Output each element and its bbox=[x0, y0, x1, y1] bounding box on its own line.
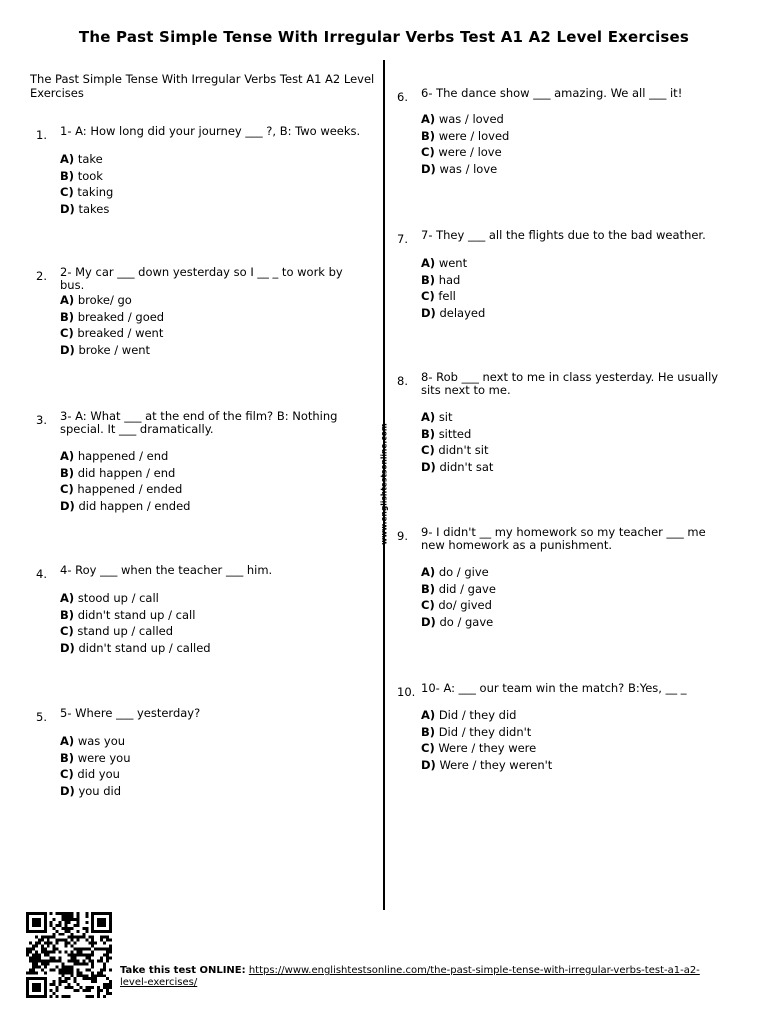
question-text: 3- A: What ___ at the end of the film? B: Nothing special. It ___ dramatically. bbox=[60, 409, 338, 436]
option-letter: A) bbox=[421, 410, 436, 424]
answer-option[interactable] bbox=[421, 288, 485, 305]
option-text: you did bbox=[78, 783, 122, 798]
answer-option[interactable] bbox=[60, 498, 190, 515]
answer-option[interactable] bbox=[421, 597, 496, 614]
option-letter: A) bbox=[421, 256, 436, 270]
option-text: take bbox=[77, 152, 103, 166]
option-text: delayed bbox=[439, 305, 486, 320]
answer-option[interactable] bbox=[60, 151, 113, 168]
option-text: sitted bbox=[438, 426, 472, 441]
answer-option[interactable] bbox=[421, 442, 493, 459]
question-4 bbox=[36, 564, 376, 660]
answer-option[interactable] bbox=[421, 272, 485, 289]
answer-option[interactable] bbox=[421, 707, 552, 724]
option-text: do / give bbox=[438, 565, 489, 579]
option-list bbox=[421, 707, 552, 773]
option-letter: D) bbox=[60, 342, 75, 357]
question-text: 8- Rob ___ next to me in class yesterday. He usually sits next to me. bbox=[421, 370, 719, 397]
answer-option[interactable] bbox=[60, 750, 131, 767]
answer-option[interactable] bbox=[60, 607, 211, 624]
option-letter: C) bbox=[60, 624, 74, 638]
option-text: do/ gived bbox=[438, 598, 492, 612]
qr-code-icon[interactable] bbox=[25, 912, 113, 998]
option-text: broke / went bbox=[78, 342, 151, 357]
option-text: fell bbox=[438, 289, 456, 303]
option-text: breaked / goed bbox=[77, 309, 165, 324]
answer-option[interactable] bbox=[421, 255, 485, 272]
question-number: 5. bbox=[36, 710, 47, 724]
question-number: 8. bbox=[397, 374, 408, 388]
option-text: did / gave bbox=[438, 581, 496, 596]
option-letter: D) bbox=[421, 305, 436, 320]
answer-option[interactable] bbox=[421, 161, 509, 178]
option-letter: C) bbox=[60, 767, 74, 781]
option-text: went bbox=[438, 256, 468, 270]
option-text: were / loved bbox=[438, 128, 510, 143]
option-text: Were / they were bbox=[438, 741, 537, 755]
answer-option[interactable] bbox=[421, 305, 485, 322]
answer-option[interactable] bbox=[60, 766, 131, 783]
question-7 bbox=[397, 229, 737, 325]
option-letter: B) bbox=[60, 750, 75, 765]
option-letter: C) bbox=[421, 598, 435, 612]
option-list bbox=[60, 292, 164, 358]
option-text: had bbox=[438, 272, 461, 287]
option-letter: A) bbox=[60, 293, 75, 307]
answer-option[interactable] bbox=[60, 292, 164, 309]
question-6 bbox=[397, 87, 737, 181]
option-letter: A) bbox=[421, 708, 436, 722]
option-letter: D) bbox=[421, 614, 436, 629]
option-letter: B) bbox=[60, 607, 75, 622]
option-text: did happen / end bbox=[77, 465, 176, 480]
question-3 bbox=[36, 410, 376, 518]
question-text: 9- I didn't __ my homework so my teacher ___ me new homework as a punishment. bbox=[421, 525, 706, 552]
test-url-link[interactable]: https://www.englishtestsonline.com/the-past-simple-tense-with-irregular-verbs-test-a1-a2-level-exercises/ bbox=[120, 965, 700, 988]
question-8 bbox=[397, 371, 737, 479]
option-text: broke/ go bbox=[77, 293, 132, 307]
answer-option[interactable] bbox=[421, 757, 552, 774]
answer-option[interactable] bbox=[421, 144, 509, 161]
option-letter: A) bbox=[60, 591, 75, 605]
answer-option[interactable] bbox=[60, 465, 190, 482]
question-1 bbox=[36, 125, 376, 221]
answer-option[interactable] bbox=[60, 640, 211, 657]
answer-option[interactable] bbox=[60, 783, 131, 800]
option-letter: C) bbox=[421, 741, 435, 755]
option-letter: D) bbox=[60, 783, 75, 798]
watermark-text: www.englishtestsonline.com bbox=[379, 423, 389, 545]
footer bbox=[120, 965, 720, 989]
option-text: takes bbox=[78, 201, 110, 216]
option-text: happened / ended bbox=[77, 482, 183, 496]
question-number: 9. bbox=[397, 529, 408, 543]
question-number: 3. bbox=[36, 413, 47, 427]
option-text: Did / they didn't bbox=[438, 724, 532, 739]
answer-option[interactable] bbox=[421, 564, 496, 581]
option-text: stood up / call bbox=[77, 591, 159, 605]
answer-option[interactable] bbox=[421, 459, 493, 476]
option-letter: C) bbox=[60, 326, 74, 340]
answer-option[interactable] bbox=[421, 409, 493, 426]
footer-prefix: Take this test ONLINE: bbox=[120, 965, 246, 976]
option-list bbox=[421, 255, 485, 321]
answer-option[interactable] bbox=[421, 740, 552, 757]
option-letter: C) bbox=[421, 443, 435, 457]
option-letter: B) bbox=[421, 426, 436, 441]
question-number: 4. bbox=[36, 567, 47, 581]
option-letter: C) bbox=[60, 482, 74, 496]
option-letter: D) bbox=[421, 161, 436, 176]
question-number: 2. bbox=[36, 269, 47, 283]
page-title: The Past Simple Tense With Irregular Verbs Test A1 A2 Level Exercises bbox=[78, 28, 690, 46]
option-text: did happen / ended bbox=[78, 498, 191, 513]
option-list bbox=[421, 111, 509, 177]
question-text: 5- Where ___ yesterday? bbox=[60, 706, 201, 720]
answer-option[interactable] bbox=[60, 590, 211, 607]
option-letter: B) bbox=[60, 465, 75, 480]
option-text: do / gave bbox=[439, 614, 494, 629]
question-text: 10- A: ___ our team win the match? B:Yes, __ _ bbox=[421, 681, 687, 695]
question-2 bbox=[36, 266, 376, 362]
option-list bbox=[60, 733, 131, 799]
option-letter: C) bbox=[60, 185, 74, 199]
option-letter: A) bbox=[421, 112, 436, 126]
option-letter: D) bbox=[421, 459, 436, 474]
option-text: didn't sit bbox=[438, 443, 489, 457]
page-subtitle: The Past Simple Tense With Irregular Verbs Test A1 A2 Level Exercises bbox=[30, 72, 375, 100]
question-text: 1- A: How long did your journey ___ ?, B: Two weeks. bbox=[60, 124, 361, 138]
question-9 bbox=[397, 526, 737, 634]
option-text: Did / they did bbox=[438, 708, 517, 722]
answer-option[interactable] bbox=[60, 325, 164, 342]
option-text: stand up / called bbox=[77, 624, 174, 638]
answer-option[interactable] bbox=[60, 481, 190, 498]
question-10 bbox=[397, 682, 737, 777]
question-number: 1. bbox=[36, 128, 47, 142]
option-text: was you bbox=[77, 734, 126, 748]
option-letter: B) bbox=[421, 724, 436, 739]
option-text: happened / end bbox=[77, 449, 169, 463]
answer-option[interactable] bbox=[421, 581, 496, 598]
option-text: didn't sat bbox=[439, 459, 494, 474]
question-text: 2- My car ___ down yesterday so I __ _ to work by bus. bbox=[60, 265, 343, 292]
option-text: sit bbox=[438, 410, 453, 424]
answer-option[interactable] bbox=[60, 448, 190, 465]
option-text: was / love bbox=[439, 161, 498, 176]
option-letter: A) bbox=[421, 565, 436, 579]
question-number: 6. bbox=[397, 90, 408, 104]
option-letter: D) bbox=[60, 498, 75, 513]
question-text: 7- They ___ all the flights due to the bad weather. bbox=[421, 228, 706, 242]
option-text: did you bbox=[77, 767, 120, 781]
question-text: 6- The dance show ___ amazing. We all ___ it! bbox=[421, 86, 683, 100]
question-5 bbox=[36, 707, 376, 803]
option-letter: A) bbox=[60, 152, 75, 166]
answer-option[interactable] bbox=[60, 733, 131, 750]
option-text: were you bbox=[77, 750, 131, 765]
option-letter: D) bbox=[421, 757, 436, 772]
answer-option[interactable] bbox=[421, 128, 509, 145]
option-list bbox=[60, 448, 190, 514]
question-number: 7. bbox=[397, 232, 408, 246]
option-list bbox=[60, 151, 113, 217]
option-letter: B) bbox=[421, 272, 436, 287]
answer-option[interactable] bbox=[60, 342, 164, 359]
option-letter: A) bbox=[60, 734, 75, 748]
answer-option[interactable] bbox=[60, 168, 113, 185]
option-list bbox=[421, 409, 493, 475]
option-letter: C) bbox=[421, 289, 435, 303]
option-letter: A) bbox=[60, 449, 75, 463]
question-text: 4- Roy ___ when the teacher ___ him. bbox=[60, 563, 273, 577]
option-list bbox=[60, 590, 211, 656]
option-text: taking bbox=[77, 185, 114, 199]
answer-option[interactable] bbox=[421, 111, 509, 128]
option-text: took bbox=[77, 168, 103, 183]
answer-option[interactable] bbox=[60, 201, 113, 218]
option-text: were / love bbox=[438, 145, 502, 159]
option-letter: D) bbox=[60, 201, 75, 216]
option-letter: B) bbox=[60, 309, 75, 324]
option-letter: D) bbox=[60, 640, 75, 655]
answer-option[interactable] bbox=[60, 309, 164, 326]
option-letter: B) bbox=[421, 581, 436, 596]
option-text: was / loved bbox=[438, 112, 504, 126]
answer-option[interactable] bbox=[421, 724, 552, 741]
option-letter: B) bbox=[421, 128, 436, 143]
option-text: didn't stand up / called bbox=[78, 640, 211, 655]
option-text: Were / they weren't bbox=[439, 757, 553, 772]
option-letter: C) bbox=[421, 145, 435, 159]
answer-option[interactable] bbox=[60, 184, 113, 201]
option-text: didn't stand up / call bbox=[77, 607, 196, 622]
question-number: 10. bbox=[397, 685, 416, 699]
answer-option[interactable] bbox=[421, 614, 496, 631]
option-text: breaked / went bbox=[77, 326, 164, 340]
answer-option[interactable] bbox=[60, 623, 211, 640]
option-letter: B) bbox=[60, 168, 75, 183]
option-list bbox=[421, 564, 496, 630]
answer-option[interactable] bbox=[421, 426, 493, 443]
